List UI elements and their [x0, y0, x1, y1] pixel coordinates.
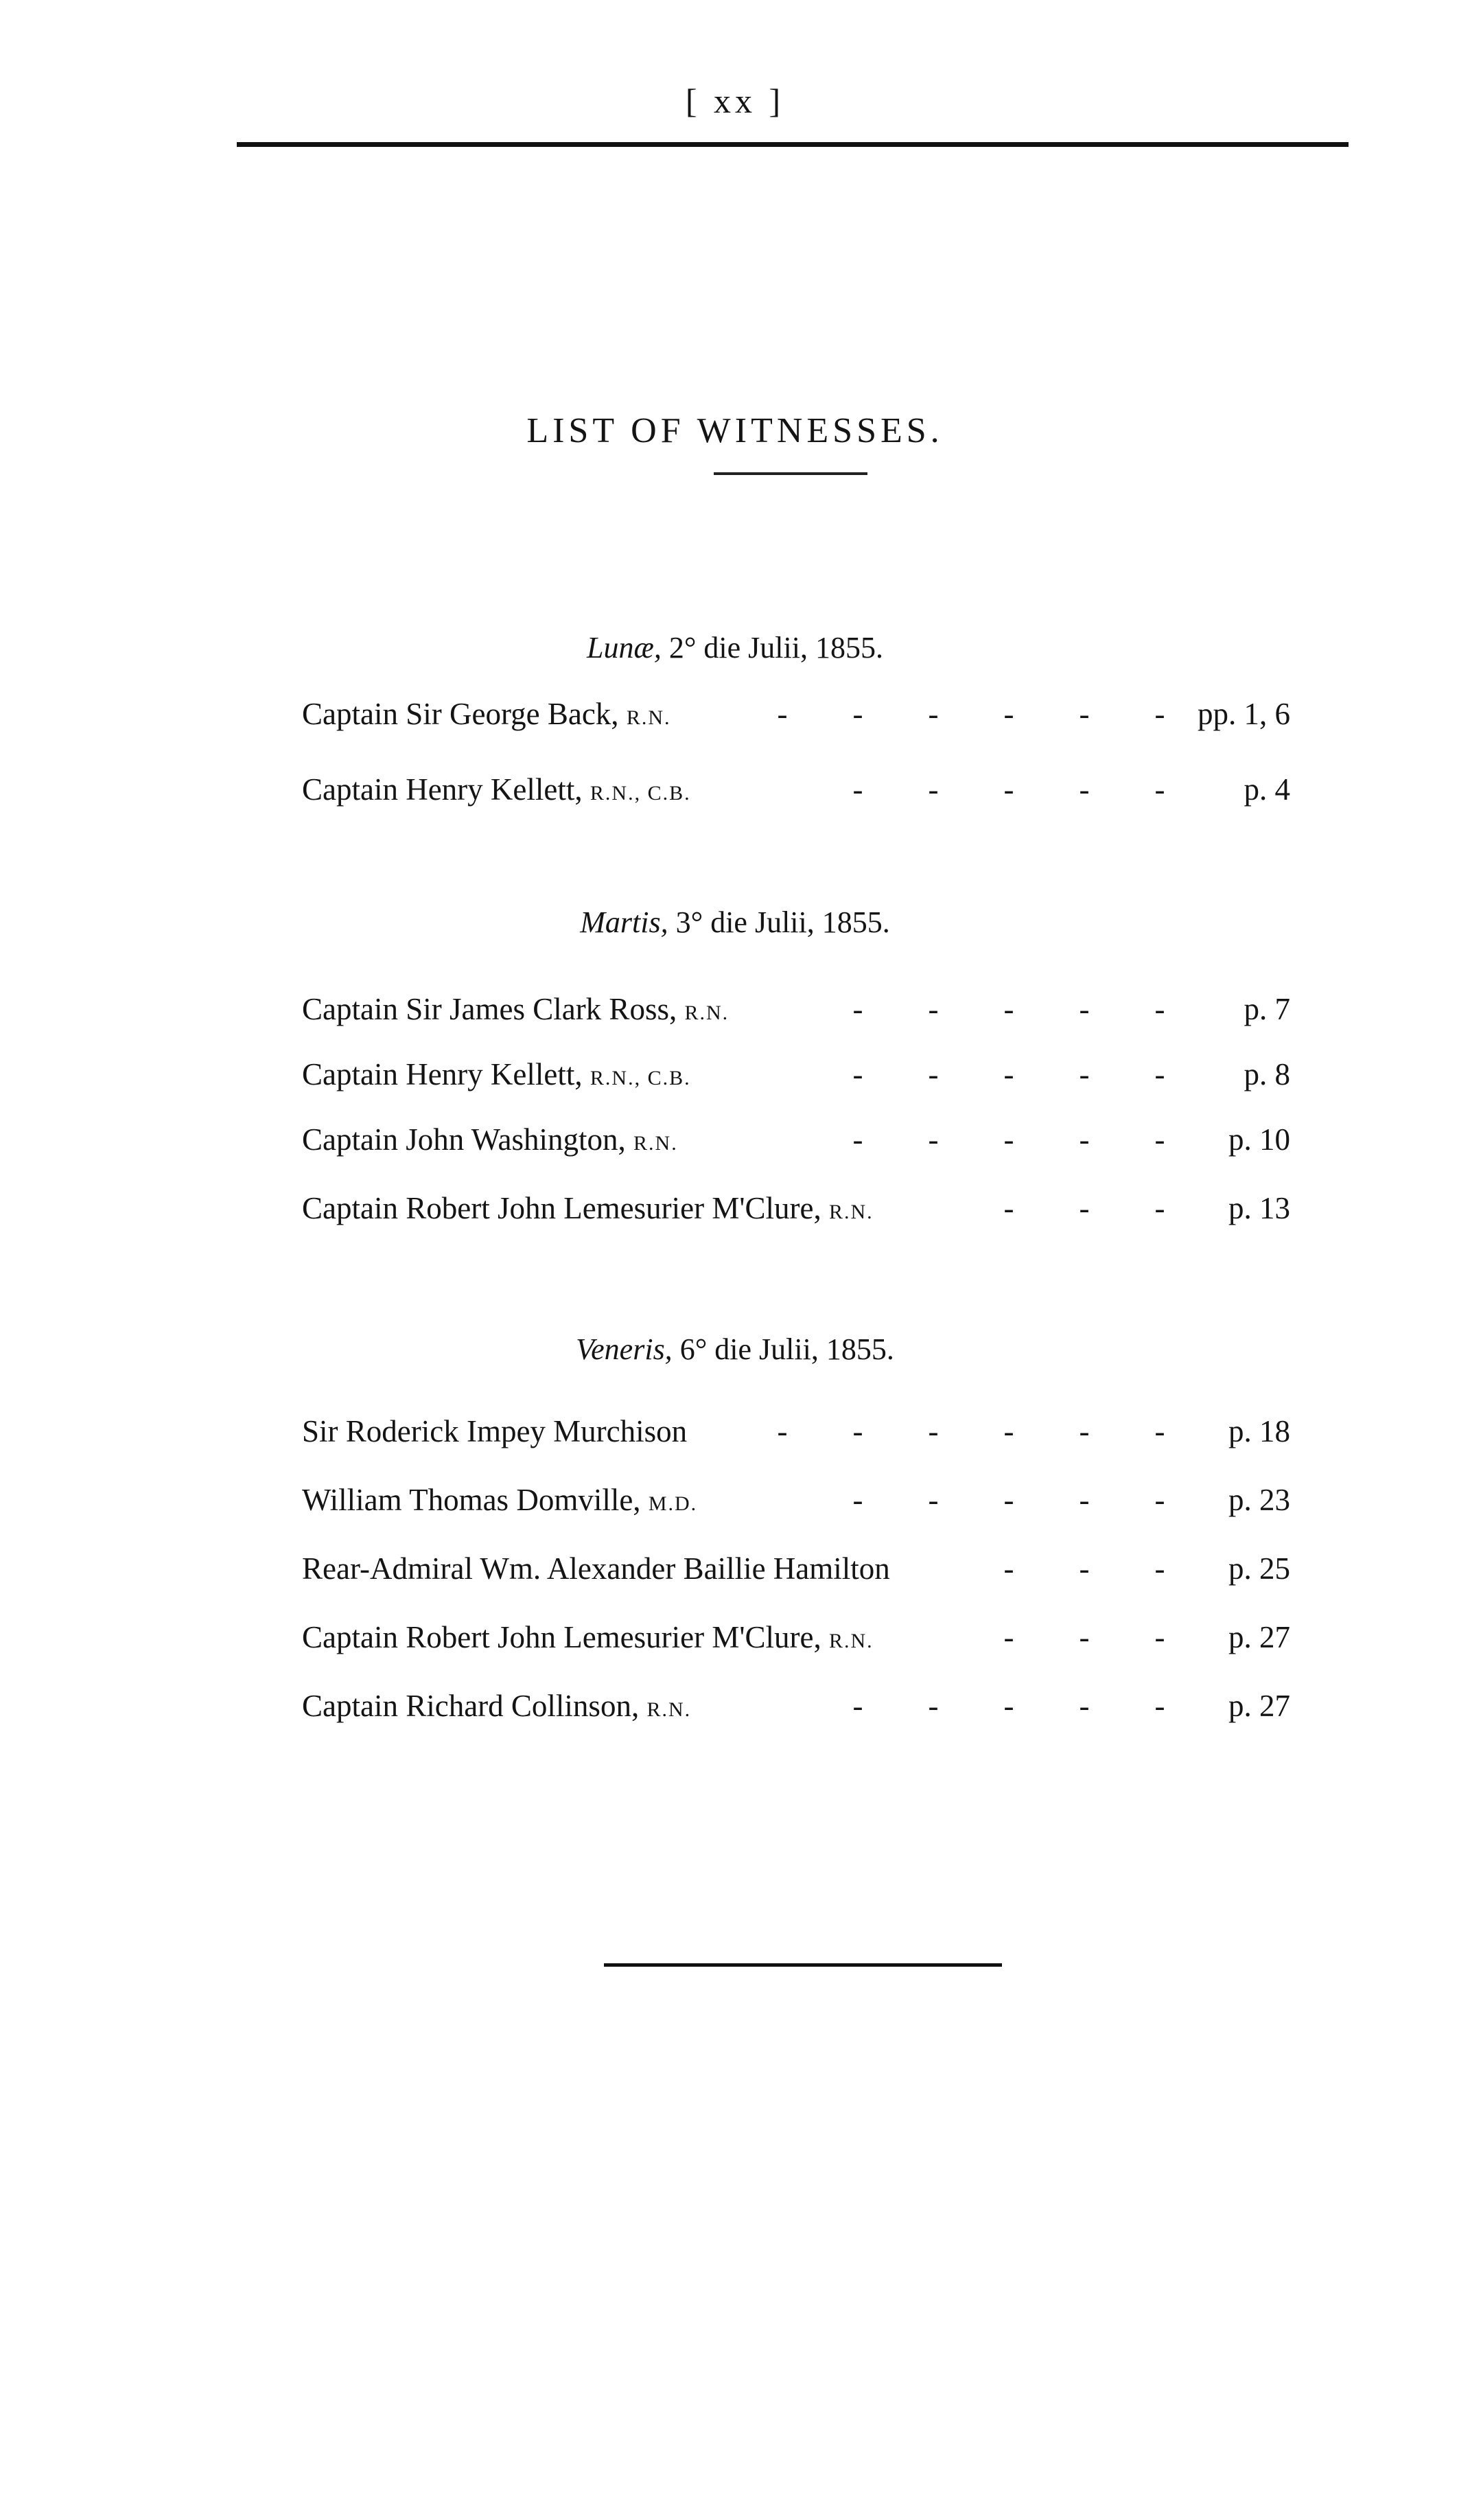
leader-dash: -: [928, 772, 939, 807]
witness-rank: R.N.: [646, 1698, 692, 1721]
header-rule: [237, 142, 1349, 147]
leader-dash: -: [1003, 1551, 1014, 1586]
leader-dash: -: [1003, 1689, 1014, 1723]
leader-dash: -: [928, 697, 939, 731]
section-heading-veneris: [0, 1332, 1470, 1367]
section-date: 2° die Julii, 1855.: [668, 631, 883, 664]
witness-row: [302, 1054, 1290, 1095]
witness-page: p. 25: [1228, 1551, 1290, 1586]
leader-dash: -: [928, 1122, 939, 1157]
witness-name: Captain Richard Collinson, R.N.: [302, 1689, 692, 1723]
title-underline: [714, 472, 867, 475]
section-day: Lunæ,: [587, 631, 662, 664]
leader-dash: -: [1003, 1122, 1014, 1157]
section-heading-martis: [0, 905, 1470, 940]
leader-dash: -: [1079, 1689, 1090, 1723]
witness-page: pp. 1, 6: [1198, 697, 1290, 731]
leader-dash: -: [1003, 992, 1014, 1026]
witness-page: p. 10: [1228, 1122, 1290, 1157]
footer-rule: [604, 1963, 1002, 1967]
witness-rank: R.N.: [633, 1132, 678, 1155]
witness-rank: M.D.: [648, 1492, 698, 1515]
leader-dash: -: [1154, 1122, 1165, 1157]
witness-row: [302, 1548, 1290, 1589]
leader-dash: -: [1003, 772, 1014, 807]
leader-dash: -: [1079, 697, 1090, 731]
witness-page: p. 7: [1244, 992, 1290, 1026]
page-title: LIST OF WITNESSES.: [526, 411, 944, 450]
witness-row: [302, 1188, 1290, 1229]
section-date: 6° die Julii, 1855.: [679, 1332, 894, 1366]
leader-dash: -: [1154, 1689, 1165, 1723]
leader-dash: -: [1003, 1414, 1014, 1448]
leader-dash: -: [777, 697, 788, 731]
witness-rank: R.N.: [828, 1201, 874, 1223]
leader-dash: -: [852, 772, 863, 807]
leader-dash: -: [1003, 1057, 1014, 1091]
witness-row: [302, 989, 1290, 1030]
witness-row: [302, 1119, 1290, 1160]
witness-page: p. 4: [1244, 772, 1290, 807]
leader-dash: -: [1079, 1483, 1090, 1517]
leader-dash: -: [1003, 1620, 1014, 1654]
leader-dash: -: [852, 992, 863, 1026]
leader-dash: -: [1154, 1057, 1165, 1091]
witness-name: Captain Sir George Back, R.N.: [302, 697, 671, 731]
leader-dash: -: [1079, 992, 1090, 1026]
witness-name: Captain Sir James Clark Ross, R.N.: [302, 992, 730, 1026]
witness-page: p. 8: [1244, 1057, 1290, 1091]
page-number: [ xx ]: [685, 82, 785, 120]
witness-row: [302, 1685, 1290, 1726]
section-date: 3° die Julii, 1855.: [675, 905, 890, 939]
witness-page: p. 18: [1228, 1414, 1290, 1448]
witness-page: p. 23: [1228, 1483, 1290, 1517]
section-day: Veneris,: [576, 1332, 673, 1366]
witness-rank: R.N.: [626, 706, 671, 729]
leader-dash: -: [928, 1414, 939, 1448]
leader-dash: -: [1154, 1414, 1165, 1448]
witness-name: William Thomas Domville, M.D.: [302, 1483, 698, 1517]
leader-dash: -: [1154, 1620, 1165, 1654]
leader-dash: -: [1154, 1483, 1165, 1517]
leader-dash: -: [1154, 992, 1165, 1026]
leader-dash: -: [777, 1414, 788, 1448]
witness-rank: R.N.: [684, 1002, 730, 1024]
leader-dash: -: [1079, 1620, 1090, 1654]
leader-dash: -: [1079, 1191, 1090, 1225]
leader-dash: -: [1079, 1414, 1090, 1448]
leader-dash: -: [1079, 772, 1090, 807]
section-day: Martis,: [580, 905, 668, 939]
leader-dash: -: [1154, 1191, 1165, 1225]
leader-dash: -: [1154, 697, 1165, 731]
witness-rank: R.N.: [828, 1630, 874, 1652]
witness-page: p. 27: [1228, 1689, 1290, 1723]
witness-rank: R.N., C.B.: [590, 1067, 691, 1089]
leader-dash: -: [852, 1057, 863, 1091]
leader-dash: -: [852, 1483, 863, 1517]
leader-dash: -: [1079, 1122, 1090, 1157]
leader-dash: -: [928, 992, 939, 1026]
leader-dash: -: [1079, 1057, 1090, 1091]
leader-dash: -: [928, 1057, 939, 1091]
leader-dash: -: [852, 1122, 863, 1157]
witness-rank: R.N., C.B.: [590, 782, 691, 805]
witness-name: Captain John Washington, R.N.: [302, 1122, 678, 1157]
leader-dash: -: [1003, 1483, 1014, 1517]
witness-row: [302, 769, 1290, 810]
leader-dash: -: [928, 1689, 939, 1723]
leader-dash: -: [852, 1414, 863, 1448]
witness-row: [302, 1411, 1290, 1452]
witness-name: Captain Robert John Lemesurier M'Clure, R.N.: [302, 1191, 874, 1225]
section-heading-lunae: [0, 630, 1470, 665]
witness-row: [302, 1479, 1290, 1521]
leader-dash: -: [1154, 1551, 1165, 1586]
leader-dash: -: [1079, 1551, 1090, 1586]
leader-dash: -: [852, 697, 863, 731]
leader-dash: -: [928, 1483, 939, 1517]
witness-name: Rear-Admiral Wm. Alexander Baillie Hamilton: [302, 1551, 890, 1586]
witness-name: Sir Roderick Impey Murchison: [302, 1414, 688, 1448]
leader-dash: -: [1003, 697, 1014, 731]
leader-dash: -: [852, 1689, 863, 1723]
witness-name: Captain Henry Kellett, R.N., C.B.: [302, 772, 691, 807]
witness-page: p. 27: [1228, 1620, 1290, 1654]
witness-row: [302, 693, 1290, 735]
witness-name: Captain Henry Kellett, R.N., C.B.: [302, 1057, 691, 1091]
witness-page: p. 13: [1228, 1191, 1290, 1225]
witness-row: [302, 1617, 1290, 1658]
leader-dash: -: [1003, 1191, 1014, 1225]
witness-name: Captain Robert John Lemesurier M'Clure, R.N.: [302, 1620, 874, 1654]
leader-dash: -: [1154, 772, 1165, 807]
